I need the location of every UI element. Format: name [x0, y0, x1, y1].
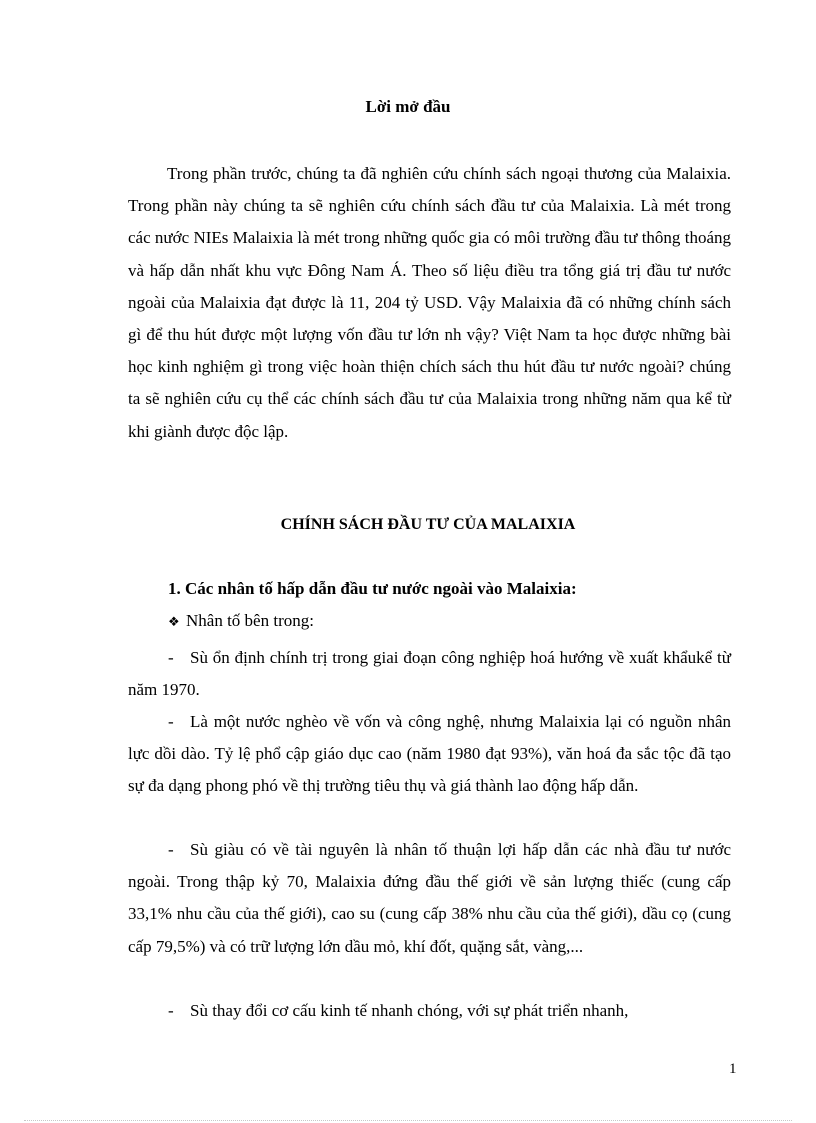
intro-paragraph: Trong phần trước, chúng ta đã nghiên cứu chính sách ngoại thương của Malaixia. Trong phần này chúng ta sẽ nghiên cứu chính sách đầu tư của Malaixia. Là mét trong các nước NIEs Malaixia là mét trong những quốc gia có môi trường đầu tư thông thoáng và hấp dẫn nhất khu vực Đông Nam Á. Theo số liệu điều tra tổng giá trị đầu tư nước ngoài của Malaixia đạt được là 11, 204 tỷ USD. Vậy Malaixia đã có những chính sách gì để thu hút được một lượng vốn đầu tư lớn nh vậy? Việt Nam ta học được những bài học kinh nghiệm gì trong việc hoàn thiện chích sách thu hút đầu tư nước ngoài? chúng ta sẽ nghiên cứu cụ thể các chính sách đầu tư của Malaixia trong những năm qua kể từ khi giành được độc lập.	[128, 164, 731, 441]
list-item-text: Là một nước nghèo về vốn và công nghệ, nhưng Malaixia lại có nguồn nhân lực dồi dào. Tỷ lệ phổ cập giáo dục cao (năm 1980 đạt 93%), văn hoá đa sắc tộc đã tạo sự đa dạng phong phó về thị trường tiêu thụ và giá thành lao động hấp dẫn.	[128, 712, 731, 796]
list-item	[128, 642, 731, 706]
four-diamond-bullet-icon: ❖	[168, 615, 180, 630]
section-title: 1. Các nhân tố hấp dẫn đầu tư nước ngoài vào Malaixia:	[168, 579, 577, 598]
document-title: Lời mở đầu	[365, 97, 451, 116]
dash-marker: -	[168, 840, 174, 859]
page-number: 1	[729, 1061, 737, 1077]
list-item-text: Sù giàu có về tài nguyên là nhân tố thuận lợi hấp dẫn các nhà đầu tư nước ngoài. Trong thập kỷ 70, Malaixia đứng đầu thế giới về sản lượng thiếc (cung cấp 33,1% nhu cầu của thế giới), cao su (cung cấp 38% nhu cầu của thế giới), dầu cọ (cung cấp 79,5%) và có trữ lượng lớn dầu mỏ, khí đốt, quặng sắt, vàng,...	[128, 840, 731, 956]
bullet-item	[168, 610, 314, 634]
list-item-text: Sù thay đổi cơ cấu kinh tế nhanh chóng, với sự phát triển nhanh,	[190, 1001, 629, 1020]
dash-marker: -	[168, 1001, 174, 1020]
list-item	[128, 706, 731, 803]
list-item	[128, 995, 731, 1027]
bullet-label: Nhân tố bên trong:	[186, 611, 314, 630]
page-boundary-divider	[24, 1120, 792, 1121]
dash-marker: -	[168, 648, 174, 667]
list-item	[128, 834, 731, 963]
dash-marker: -	[168, 712, 174, 731]
list-item-text: Sù ổn định chính trị trong giai đoạn công nghiệp hoá hướng về xuất khẩukể từ năm 1970.	[128, 648, 731, 700]
chapter-heading: CHÍNH SÁCH ĐẦU TƯ CỦA MALAIXIA	[280, 516, 576, 533]
